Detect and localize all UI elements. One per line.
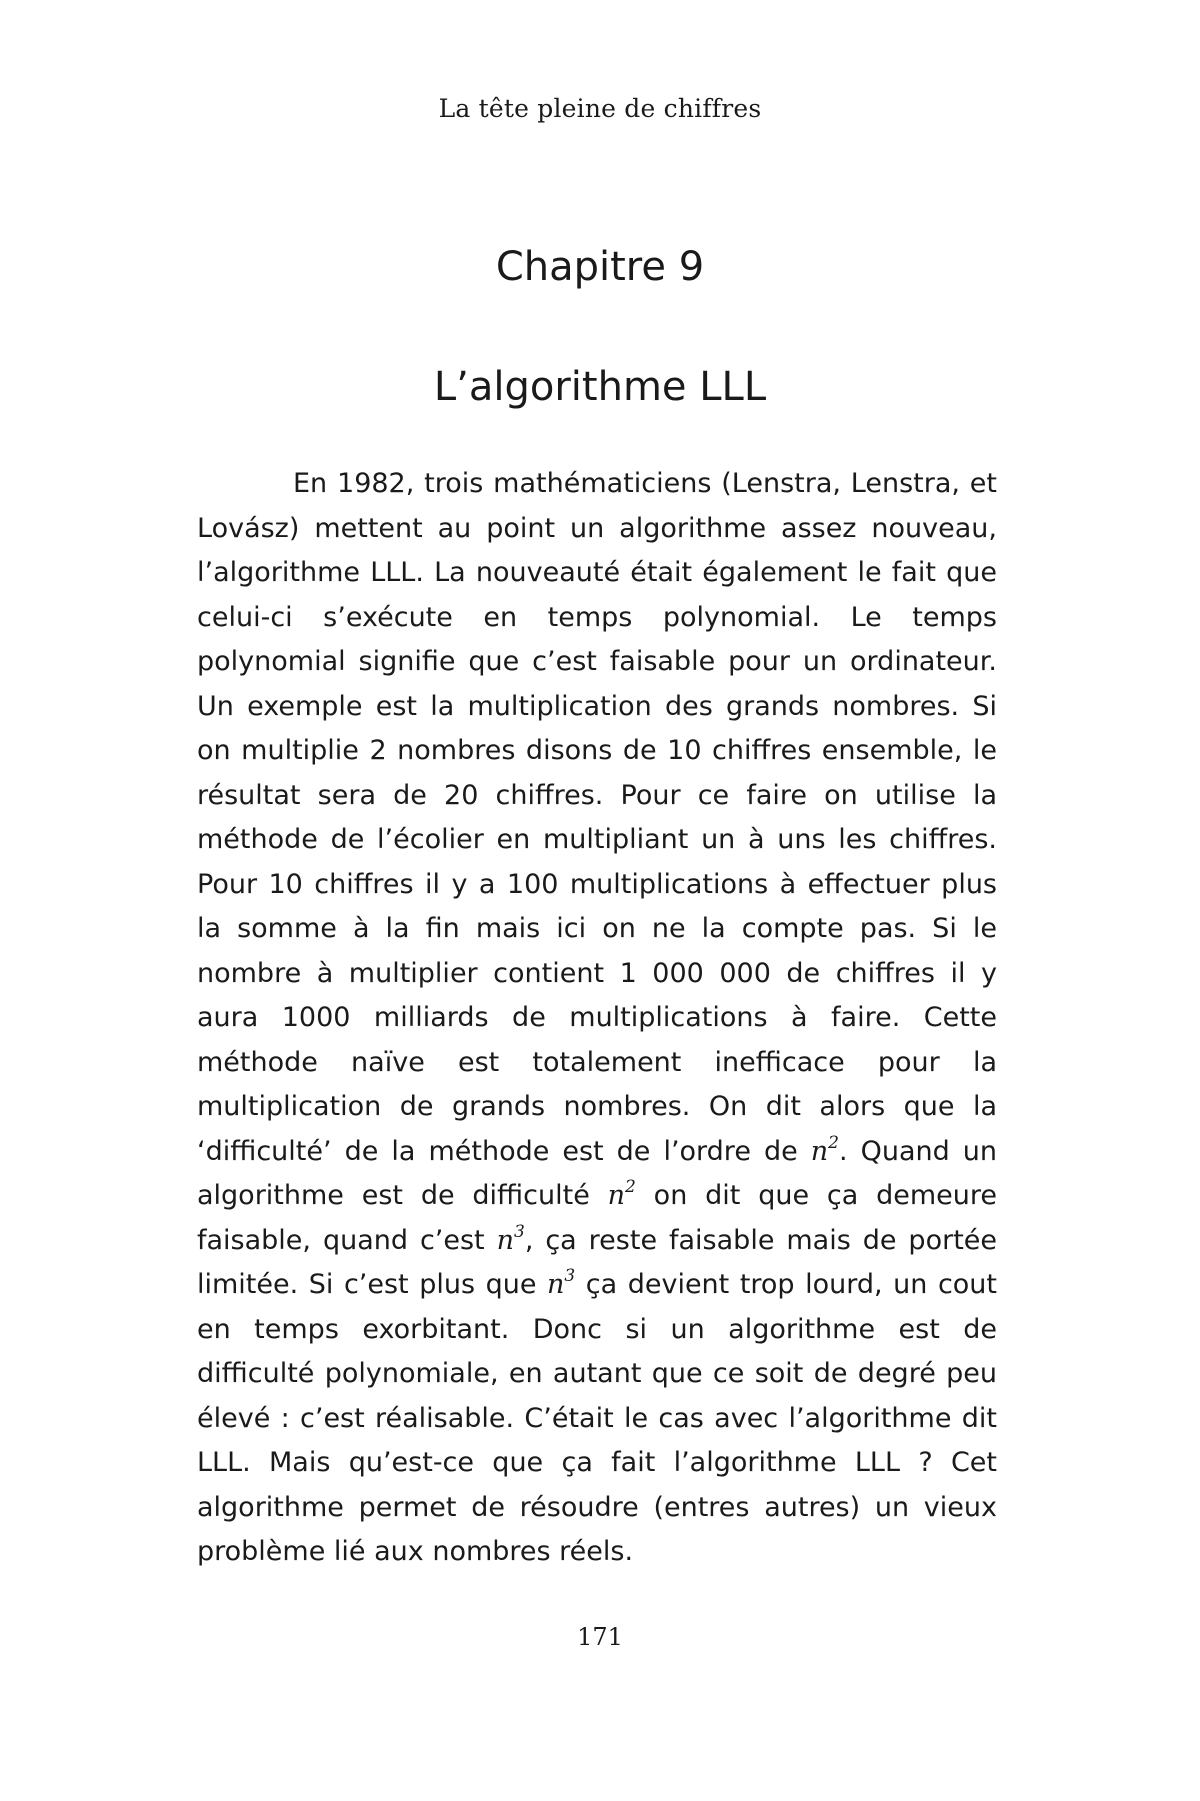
running-head: La tête pleine de chiffres: [438, 94, 762, 123]
math-base: n: [607, 1180, 626, 1211]
math-base: n: [547, 1269, 565, 1300]
math-n-squared: [810, 1132, 839, 1167]
body-paragraph: [197, 462, 997, 1575]
math-base: n: [496, 1224, 514, 1256]
chapter-label: Chapitre 9: [495, 244, 705, 290]
page-number: 171: [577, 1623, 623, 1651]
body-text-segment: ça devient trop lourd, un cout en temps exorbitant. Donc si un algorithme est de difficulté polynomiale, en autant que ce soit de degré peu élevé : c’est réalisable. C’était le cas avec l’algorithme dit LLL. Mais qu’est-ce que ça fait l’algorithme LLL ? Cet algorithme permet de résoudre (entres autres) un vieux problème lié aux nombres réels.: [197, 1269, 998, 1567]
math-n-cubed: [547, 1266, 576, 1300]
body-text-segment: , ça reste faisable mais de portée limitée. Si c’est plus que: [197, 1224, 997, 1300]
math-exponent: 2: [625, 1177, 636, 1197]
math-exponent: 3: [513, 1221, 525, 1242]
math-exponent: 3: [564, 1266, 576, 1286]
chapter-title: L’algorithme LLL: [433, 364, 767, 410]
math-n-cubed: [496, 1221, 525, 1256]
math-n-squared: [607, 1177, 636, 1211]
body-text-segment: on dit que ça demeure faisable, quand c’est: [197, 1180, 997, 1256]
math-base: n: [810, 1135, 829, 1167]
body-text-segment: En 1982, trois mathématiciens (Lenstra, Lenstra, et Lovász) mettent au point un algorithme assez nouveau, l’algorithme LLL. La nouveauté était également le fait que celui-ci s’exécute en temps polynomial. Le temps polynomial signifie que c’est faisable pour un ordinateur. Un exemple est la multiplication des grands nombres. Si on multiplie 2 nombres disons de 10 chiffres ensemble, le résultat sera de 20 chiffres. Pour ce faire on utilise la méthode de l’écolier en multipliant un à uns les chiffres. Pour 10 chiffres il y a 100 multiplications à effectuer plus la somme à la fin mais ici on ne la compte pas. Si le nombre à multiplier contient 1 000 000 de chiffres il y aura 1000 milliards de multiplications à faire. Cette méthode naïve est totalement inefficace pour la multiplication de grands nombres. On dit alors que la ‘difficulté’ de la méthode est de l’ordre de: [197, 468, 997, 1167]
math-exponent: 2: [828, 1132, 839, 1153]
body-text-segment: . Quand un algorithme est de difficulté: [197, 1135, 997, 1211]
